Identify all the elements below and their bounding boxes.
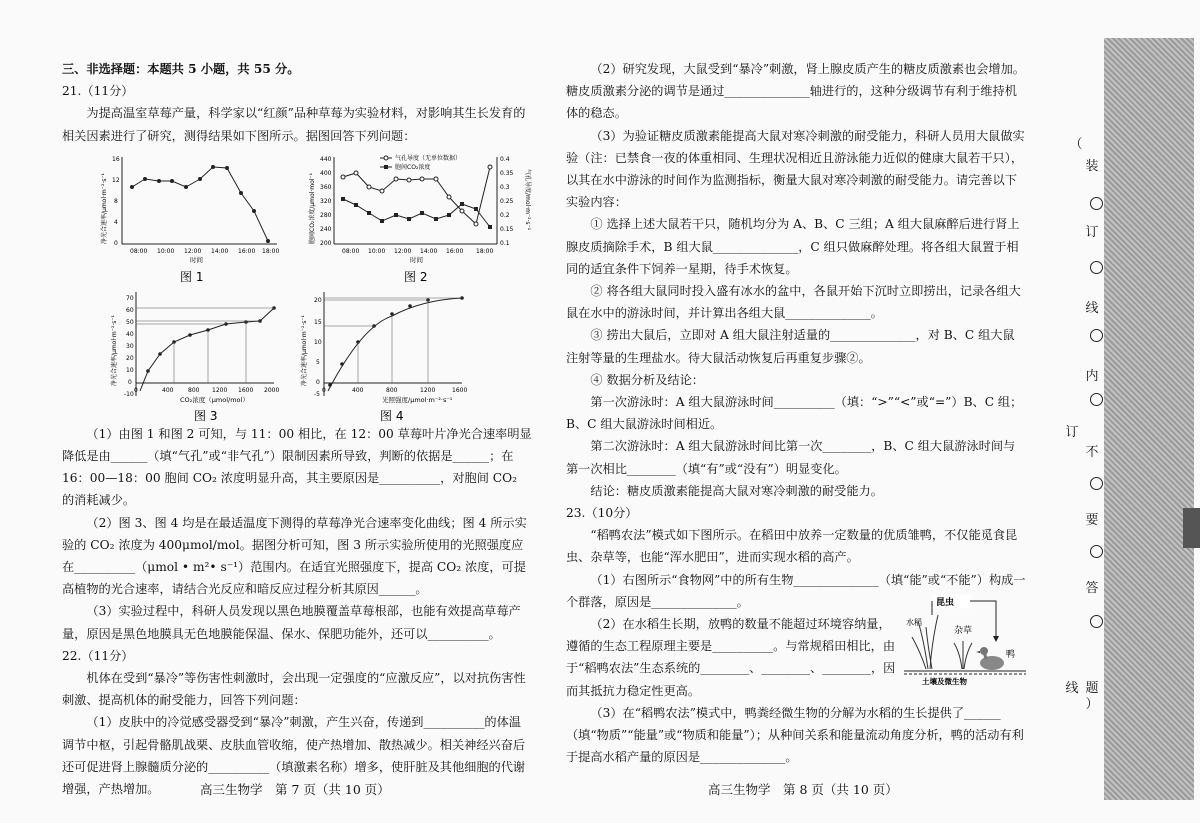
- f4-tick-x: 800: [386, 386, 398, 394]
- binding-hole: [1090, 197, 1103, 210]
- f2-tick-y: 240: [320, 225, 332, 233]
- figure-1-2: [62, 149, 532, 284]
- figure-row-bottom: [62, 286, 532, 421]
- f3-xlabel: CO₂浓度（μmol/mol）: [180, 395, 249, 404]
- duck-icon: [976, 647, 1004, 670]
- f1-tick-x: 10:00: [157, 247, 175, 255]
- rice-duck-food-web-diagram: [904, 591, 1026, 687]
- f2-ylabel: 胞间CO₂浓度/μmol·mol⁻¹: [309, 172, 316, 244]
- f3-tick-y: 40: [126, 330, 134, 338]
- f1-tick-x: 18:00: [262, 247, 280, 255]
- step-1: ① 选择上述大鼠若干只，随机均分为 A、B、C 三组；A 组大鼠麻醉后进行肾上腺皮质摘除手术，B 组大鼠______________，C 组只做麻醉处理。将各组大鼠置于相同的适宜条件下饲养一星期，待手术恢复。: [566, 217, 1020, 276]
- f3-tick-y: 50: [126, 318, 134, 326]
- f3-tick-x: 1600: [238, 386, 254, 394]
- f3-tick-y: 20: [126, 354, 134, 362]
- result-2: 第二次游泳时：A 组大鼠游泳时间比第一次________，B、C 组大鼠游泳时间与第一次相比________（填“有”或“没有”）明显变化。: [566, 439, 1016, 476]
- q22-part-3: （3）为验证糖皮质激素能提高大鼠对寒冷刺激的耐受能力，科研人员用大鼠做实验（注：已禁食一夜的体重相同、生理状况相近且游泳能力近似的健康大鼠若干只），以其在水中游泳的时间作为监测指标，衡量大鼠对寒冷刺激的耐受能力。请完善以下实验内容：: [566, 128, 1025, 210]
- f2-legend-1: 气孔导度（无单位数据）: [395, 154, 462, 162]
- f4-tick-y: 20: [314, 296, 322, 304]
- q22-part-1: （1）皮肤中的冷觉感受器受到“暴冷”刺激，产生兴奋，传递到__________的体温调节中枢，引起骨骼肌战栗、皮肤血管收缩，使产热增加、散热减少。相关神经兴奋后还可促进肾上腺髓质分泌的__________（填激素名称）增多，使肝脏及其他细胞的代谢增强，产热增加。: [62, 715, 526, 797]
- binding-char: ）: [1085, 697, 1099, 712]
- f3-tick-y: 10: [126, 366, 134, 374]
- f4-tick-x: 0: [322, 386, 326, 394]
- q23-part-2: （2）在水稻生长期，放鸭的数量不能超过环境容纳量，遵循的生态工程原理主要是__________。与常规稻田相比，由于“稻鸭农法”生态系统的________、________、________，因而其抵抗力稳定性更高。: [566, 617, 896, 698]
- f1-tick-y: 4: [114, 218, 118, 226]
- figure-3-4: [62, 286, 532, 424]
- binding-char: 要: [1085, 513, 1099, 528]
- f4-ylabel: 净光合速率/μmol·m⁻²·s⁻¹: [301, 314, 308, 386]
- q21-part-1: （1）由图 1 和图 2 可知，与 11：00 相比，在 12：00 草莓叶片净光合速率明显降低是由______（填“气孔”或“非气孔”）限制因素所导致，判断的依据是______；在 16：00—18：00 胞间 CO₂ 浓度明显升高，其主要原因是__________，对胞间 CO₂ 的消耗减少。: [62, 426, 532, 508]
- weed-icon: [954, 641, 972, 669]
- binding-char: 线: [1085, 301, 1099, 316]
- f2-tick-y2: 0.3: [500, 183, 510, 191]
- f2-tick-y2: 0.15: [500, 225, 514, 233]
- f1-tick-x: 14:00: [211, 247, 229, 255]
- f2-tick-x: 14:00: [420, 247, 438, 255]
- f2-tick-y: 280: [320, 211, 332, 219]
- binding-hole: [1090, 393, 1103, 406]
- f2-xlabel: 时间: [410, 255, 423, 264]
- f1-tick-x: 16:00: [238, 247, 256, 255]
- q22-part-2: （2）研究发现，大鼠受到“暴冷”刺激，肾上腺皮质产生的糖皮质激素也会增加。糖皮质激素分泌的调节是通过______________轴进行的，这种分级调节有利于维持机体的稳态。: [566, 62, 1025, 121]
- f2-ylabel-2: 气孔导度/mol·m⁻²·s⁻¹: [524, 168, 531, 230]
- f1-tick-y: 8: [114, 197, 118, 205]
- f2-tick-y: 440: [320, 155, 332, 163]
- q23-part-3: （3）在“稻鸭农法”模式中，鸭粪经微生物的分解为水稻的生长提供了______（填“物质”“能量”或“物质和能量”）；从种间关系和能量流动角度分析，鸭的活动有利于提高水稻产量的原因是______________。: [566, 705, 1024, 765]
- binding-char: 答: [1085, 581, 1099, 596]
- page-footer-right: 高三生物学 第 8 页（共 10 页）: [708, 782, 898, 797]
- q23-intro: “稻鸭农法”模式如下图所示。在稻田中放养一定数量的优质雏鸭，不仅能觅食昆虫、杂草等，也能“浑水肥田”，进而实现水稻的高产。: [566, 528, 1018, 565]
- q21-intro: 为提高温室草莓产量，科学家以“红颜”品种草莓为实验材料，对影响其生长发育的相关因素进行了研究，测得结果如下图所示。据图回答下列问题：: [62, 106, 526, 143]
- f3-ylabel: 净光合速率/μmol·m⁻²·s⁻¹: [111, 314, 118, 386]
- fig2-caption: 图 2: [404, 269, 428, 284]
- f1-ylabel: 净光合速率/μmol·m⁻²·s⁻¹: [101, 172, 108, 244]
- f3-tick-y: 70: [126, 294, 134, 302]
- f2-tick-y2: 0.2: [500, 211, 510, 219]
- f2-tick-y2: 0.35: [500, 169, 514, 177]
- f1-xlabel: 时间: [190, 255, 203, 264]
- f3-tick-y: -10: [124, 390, 134, 398]
- diagram-duck-label: 鸭: [1006, 649, 1016, 660]
- f2-tick-y: 200: [320, 239, 332, 247]
- f1-tick-x: 12:00: [184, 247, 202, 255]
- figure-row-top: [62, 149, 532, 284]
- conclusion: 结论：糖皮质激素能提高大鼠对寒冷刺激的耐受能力。: [590, 483, 883, 498]
- f2-tick-y: 320: [320, 197, 332, 205]
- f2-tick-x: 10:00: [368, 247, 386, 255]
- q21-heading: 21.（11分）: [62, 84, 134, 99]
- f2-tick-y: 360: [320, 183, 332, 191]
- figure-2-chart: [308, 154, 532, 264]
- f3-tick-y: 30: [126, 342, 134, 350]
- step-3: ③ 捞出大鼠后，立即对 A 组大鼠注射适量的______________，对 B、C 组大鼠注射等量的生理盐水。待大鼠活动恢复后再重复步骤②。: [566, 328, 1015, 365]
- f4-tick-x: 1200: [420, 386, 436, 394]
- f4-tick-y: -5: [314, 390, 320, 398]
- f2-tick-y2: 0.25: [500, 197, 514, 205]
- diagram-insect-label: 昆虫: [936, 597, 955, 608]
- f3-tick-x: 0: [134, 386, 138, 394]
- f3-tick-x: 400: [162, 386, 174, 394]
- f4-tick-x: 1600: [452, 386, 468, 394]
- f3-tick-x: 2000: [264, 386, 280, 394]
- fig4-caption: 图 4: [380, 408, 404, 423]
- figure-4-chart: [300, 292, 467, 404]
- binding-char: 装: [1085, 159, 1099, 174]
- binding-char: 线: [1065, 681, 1079, 696]
- f3-tick-x: 1200: [212, 386, 228, 394]
- result-1: 第一次游泳时：A 组大鼠游泳时间__________（填：“>”“<”或“=”）B、C 组；B、C 组大鼠游泳时间相近。: [566, 395, 1023, 432]
- binding-hole: [1090, 545, 1103, 558]
- right-column: [566, 58, 1026, 769]
- binding-hole: [1090, 261, 1103, 274]
- q22-intro: 机体在受到“暴冷”等伤害性刺激时，会出现一定强度的“应激反应”，以对抗伤害性刺激、提高机体的耐受能力，回答下列问题：: [62, 671, 526, 708]
- f1-tick-y: 16: [112, 155, 120, 163]
- fig1-caption: 图 1: [180, 269, 204, 284]
- binding-char: 订: [1085, 225, 1099, 240]
- q21-part-3: （3）实验过程中，科研人员发现以黑色地膜覆盖草莓根部，也能有效提高草莓产量，原因是黑色地膜具无色地膜能保温、保水、保肥功能外，还可以__________。: [62, 604, 521, 641]
- left-column: [62, 58, 532, 800]
- step-2: ② 将各组大鼠同时投入盛有冰水的盆中，各鼠开始下沉时立即捞出，记录各组大鼠在水中的游泳时间，并计算出各组大鼠______________。: [566, 284, 1021, 321]
- binding-char: 订: [1065, 425, 1079, 440]
- q22-heading: 22.（11分）: [62, 648, 134, 663]
- section-heading: 三、非选择题：本题共 5 小题，共 55 分。: [62, 62, 300, 76]
- binding-char: 内: [1085, 369, 1099, 384]
- scan-edge-tab: [1183, 508, 1200, 548]
- f2-tick-x: 18:00: [476, 247, 494, 255]
- f2-tick-x: 08:00: [342, 247, 360, 255]
- binding-char: 不: [1085, 445, 1099, 460]
- figure-3-chart: [110, 292, 279, 404]
- f3-tick-y: 0: [128, 378, 132, 386]
- f4-tick-x: 400: [352, 386, 364, 394]
- binding-hole: [1090, 615, 1103, 628]
- fig3-caption: 图 3: [194, 408, 218, 423]
- diagram-rice-label: 水稻: [906, 617, 922, 627]
- q21-part-2: （2）图 3、图 4 均是在最适温度下测得的草莓净光合速率变化曲线；图 4 所示实验的 CO₂ 浓度为 400μmol/mol。据图分析可知，图 3 所示实验所使用的光照强度应在__________（μmol • m²• s⁻¹）范围内。在适宜光照强度下，提高 CO₂ 浓度，可提高植物的光合速率，请结合光反应和暗反应过程分析其原因______。: [62, 515, 527, 597]
- diagram-weed-label: 杂草: [954, 625, 973, 636]
- step-4: ④ 数据分析及结论：: [590, 372, 704, 387]
- f3-tick-x: 800: [188, 386, 200, 394]
- binding-char: （: [1069, 137, 1083, 152]
- f2-tick-y2: 0.1: [500, 239, 510, 247]
- f2-tick-x: 12:00: [394, 247, 412, 255]
- figure-1-chart: [100, 156, 279, 264]
- binding-hole: [1090, 329, 1103, 342]
- q23-part-1: （1）右图所示“食物网”中的所有生物______________（填“能”或“不能”）构成一个群落，原因是______________。: [566, 572, 1026, 609]
- f2-legend-2: 胞间CO₂浓度: [395, 163, 431, 171]
- f4-tick-y: 10: [314, 338, 322, 346]
- f4-xlabel: 光照强度/μmol·m⁻²·s⁻¹: [382, 395, 453, 404]
- f1-tick-x: 08:00: [130, 247, 148, 255]
- f2-tick-y: 400: [320, 169, 332, 177]
- binding-char: 题: [1085, 681, 1099, 696]
- f2-tick-y2: 0.4: [500, 155, 510, 163]
- binding-hole: [1090, 477, 1103, 490]
- f4-tick-y: 5: [316, 358, 320, 366]
- f2-tick-x: 16:00: [446, 247, 464, 255]
- f1-tick-y: 0: [114, 239, 118, 247]
- q23-heading: 23.（10分）: [566, 506, 638, 521]
- f4-tick-y: 15: [314, 318, 322, 326]
- f4-tick-y: 0: [316, 378, 320, 386]
- f3-tick-y: 60: [126, 306, 134, 314]
- scan-edge-band: [1104, 38, 1194, 800]
- f1-tick-y: 12: [112, 176, 120, 184]
- page-footer-left: 高三生物学 第 7 页（共 10 页）: [200, 782, 390, 797]
- diagram-soil-label: 土壤及微生物: [922, 676, 967, 686]
